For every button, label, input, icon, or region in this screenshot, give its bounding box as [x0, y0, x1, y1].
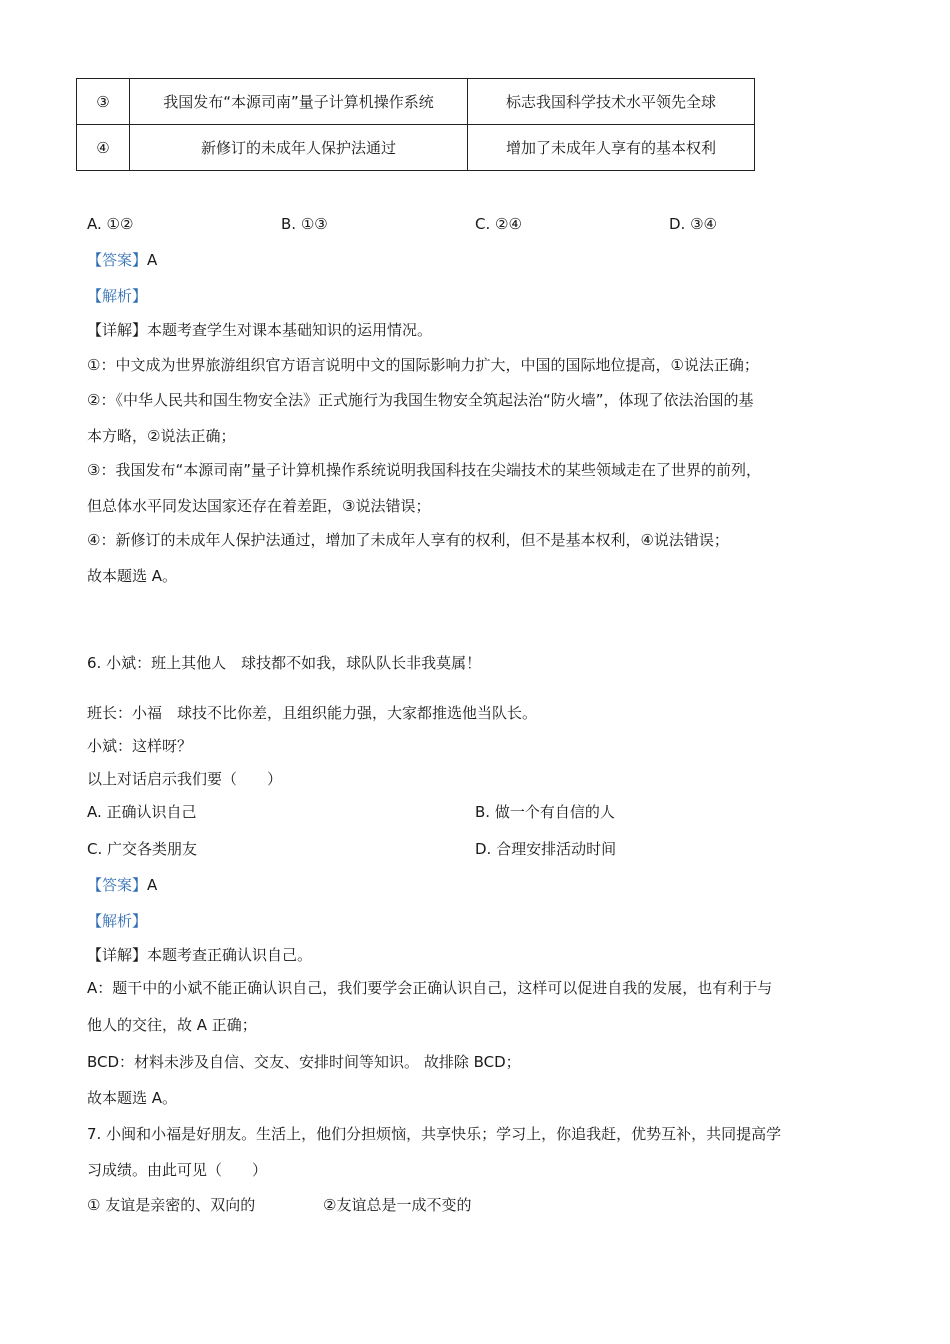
analysis-line: ①：中文成为世界旅游组织官方语言说明中文的国际影响力扩大，中国的国际地位提高，①说法正确； [87, 356, 759, 374]
question-7-line: 7. 小闽和小福是好朋友。生活上，他们分担烦恼，共享快乐；学习上，你追我赶，优势互补，共同提高学 [87, 1125, 782, 1143]
answer-line [87, 875, 157, 895]
answer-label: 【答案】 [87, 876, 148, 894]
option-d: D. ③④ [669, 215, 717, 233]
analysis-line: ②：《中华人民共和国生物安全法》正式施行为我国生物安全筑起法治“防火墙”，体现了依法治国的基 [87, 391, 754, 409]
option-a: A. ①② [87, 215, 134, 233]
meaning-cell: 增加了未成年人享有的基本权利 [468, 125, 755, 171]
analysis-line: 但总体水平同发达国家还存在着差距，③说法错误； [87, 497, 431, 515]
option-b: B. 做一个有自信的人 [475, 803, 615, 821]
analysis-line: 他人的交往，故 A 正确； [87, 1016, 257, 1034]
table-row [77, 125, 755, 171]
answer-label: 【答案】 [87, 251, 148, 269]
analysis-label: 【解析】 [87, 912, 148, 930]
question-6-line: 6. 小斌：班上其他人 球技都不如我，球队队长非我莫属！ [87, 654, 482, 672]
question-6-line: 班长：小福 球技不比你差，且组织能力强，大家都推选他当队长。 [87, 704, 538, 722]
analysis-line: ④：新修订的未成年人保护法通过，增加了未成年人享有的权利，但不是基本权利，④说法错误； [87, 531, 729, 549]
table-row [77, 79, 755, 125]
option-a: A. 正确认识自己 [87, 803, 197, 821]
option-c: C. ②④ [475, 215, 522, 233]
answer-value: A [147, 876, 158, 894]
option-d: D. 合理安排活动时间 [475, 840, 617, 858]
option-b: B. ①③ [281, 215, 328, 233]
event-cell: 我国发布“本源司南”量子计算机操作系统 [130, 79, 468, 125]
events-table [76, 78, 755, 171]
analysis-line: 故本题选 A。 [87, 567, 178, 585]
statement: ②友谊总是一成不变的 [323, 1196, 472, 1214]
answer-value: A [147, 251, 158, 269]
analysis-label: 【解析】 [87, 287, 148, 305]
analysis-line: 【详解】本题考查正确认识自己。 [87, 946, 313, 964]
analysis-line: A：题干中的小斌不能正确认识自己，我们要学会正确认识自己，这样可以促进自我的发展，也有利于与 [87, 979, 773, 997]
option-c: C. 广交各类朋友 [87, 840, 198, 858]
analysis-line: BCD：材料未涉及自信、交友、安排时间等知识。 故排除 BCD； [87, 1053, 521, 1071]
analysis-line: 故本题选 A。 [87, 1089, 178, 1107]
row-number: ③ [77, 79, 130, 125]
question-6-line: 小斌：这样呀？ [87, 737, 193, 755]
question-7-line: 习成绩。由此可见（ ） [87, 1161, 268, 1179]
answer-line [87, 250, 157, 270]
statement: ① 友谊是亲密的、双向的 [87, 1196, 256, 1214]
question-6-line: 以上对话启示我们要（ ） [87, 770, 283, 788]
row-number: ④ [77, 125, 130, 171]
meaning-cell: 标志我国科学技术水平领先全球 [468, 79, 755, 125]
analysis-line: ③：我国发布“本源司南”量子计算机操作系统说明我国科技在尖端技术的某些领域走在了世界的前列， [87, 461, 761, 479]
analysis-line: 本方略，②说法正确； [87, 427, 236, 445]
analysis-line: 【详解】本题考查学生对课本基础知识的运用情况。 [87, 321, 433, 339]
event-cell: 新修订的未成年人保护法通过 [130, 125, 468, 171]
